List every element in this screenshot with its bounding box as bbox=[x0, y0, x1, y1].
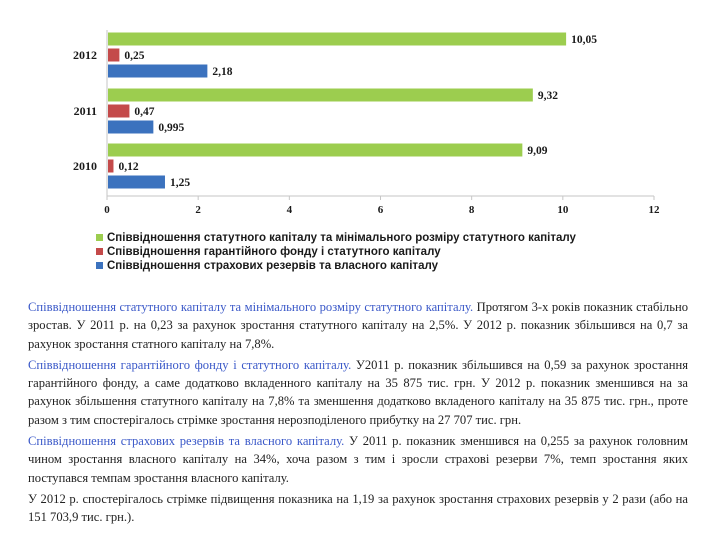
bar bbox=[108, 176, 165, 189]
paragraph-body: У 2012 р. спостерігалось стрімке підвищення показника на 1,19 за рахунок зростання страхових резервів у 2 рази (або на 151 703,9 тис. грн.). bbox=[28, 491, 688, 525]
x-tick-label: 2 bbox=[195, 204, 201, 216]
bar bbox=[108, 160, 113, 173]
legend-swatch bbox=[96, 234, 103, 241]
paragraph-insurance-reserves-ratio bbox=[28, 432, 688, 487]
bar bbox=[108, 33, 566, 46]
category-label: 2010 bbox=[73, 159, 97, 173]
paragraph-lead: Співвідношення гарантійного фонду і статутного капіталу. bbox=[28, 357, 352, 372]
data-label: 10,05 bbox=[571, 34, 597, 46]
paragraph-body: У2011 р. показник збільшився на 0,59 за рахунок зростання гарантійного фонду, а саме додатково вкладенного капіталу на 35 875 тис. грн. У 2012 р. показник зменшився на за рахунок збільшення статутного капіталу на 7,8% та зменшення додатково вкладеного капіталу на 35 875 тис. грн., проте разом з тим спостерігалось стрімке зростання нерозподіленого прибутку на 27 707 тис. грн. bbox=[28, 357, 688, 427]
legend-label: Співвідношення гарантійного фонду і статутного капіталу bbox=[107, 246, 441, 258]
x-tick-label: 0 bbox=[104, 204, 110, 216]
bar bbox=[108, 121, 153, 134]
legend-swatch bbox=[96, 248, 103, 255]
bar bbox=[108, 49, 119, 62]
category-label: 2011 bbox=[73, 104, 97, 118]
data-label: 9,32 bbox=[537, 90, 558, 102]
bar bbox=[108, 89, 533, 102]
x-tick-label: 4 bbox=[286, 204, 293, 216]
paragraph-guarantee-fund-ratio bbox=[28, 356, 688, 429]
paragraph-body: Протягом 3-х років показник стабільно зростав. У 2011 р. на 0,23 за рахунок зростання статутного капіталу на 2,5%. У 2012 р. показник збільшився на 0,7 за рахунок зростання статного капіталу на 7,8%. bbox=[28, 300, 688, 351]
paragraph-lead: Співвідношення статутного капіталу та мінімального розміру статутного капіталу. bbox=[28, 300, 474, 314]
legend-label: Співвідношення страхових резервів та власного капіталу bbox=[107, 260, 439, 272]
paragraph-body: У 2011 р. показник зменшився на 0,255 за рахунок головним чином зростання власного капіталу на 34%, хоча разом з тим і зросли страхові резерви 7%, темп зростання яких поступався темпам зростання власного капіталу. bbox=[28, 434, 688, 485]
data-label: 2,18 bbox=[212, 66, 233, 78]
bar bbox=[108, 144, 522, 157]
legend-label: Співвідношення статутного капіталу та мінімального розміру статутного капіталу bbox=[107, 232, 576, 244]
x-tick-label: 12 bbox=[648, 204, 660, 216]
category-label: 2012 bbox=[73, 48, 97, 62]
bar bbox=[108, 105, 129, 118]
data-label: 0,25 bbox=[124, 50, 145, 62]
data-label: 1,25 bbox=[169, 177, 191, 189]
data-label: 9,09 bbox=[527, 145, 548, 157]
bar bbox=[108, 65, 207, 78]
x-tick-label: 8 bbox=[468, 204, 475, 216]
paragraph-lead: Співвідношення страхових резервів та власного капіталу. bbox=[28, 434, 345, 449]
paragraph-charter-capital-ratio bbox=[28, 298, 688, 353]
data-label: 0,47 bbox=[134, 106, 155, 118]
data-label: 0,995 bbox=[158, 122, 185, 134]
x-tick-label: 10 bbox=[557, 204, 569, 216]
analysis-text bbox=[28, 298, 688, 530]
x-tick-label: 6 bbox=[377, 204, 384, 216]
data-label: 0,12 bbox=[118, 161, 139, 173]
legend-swatch bbox=[96, 262, 103, 269]
paragraph-2012-note bbox=[28, 490, 688, 527]
